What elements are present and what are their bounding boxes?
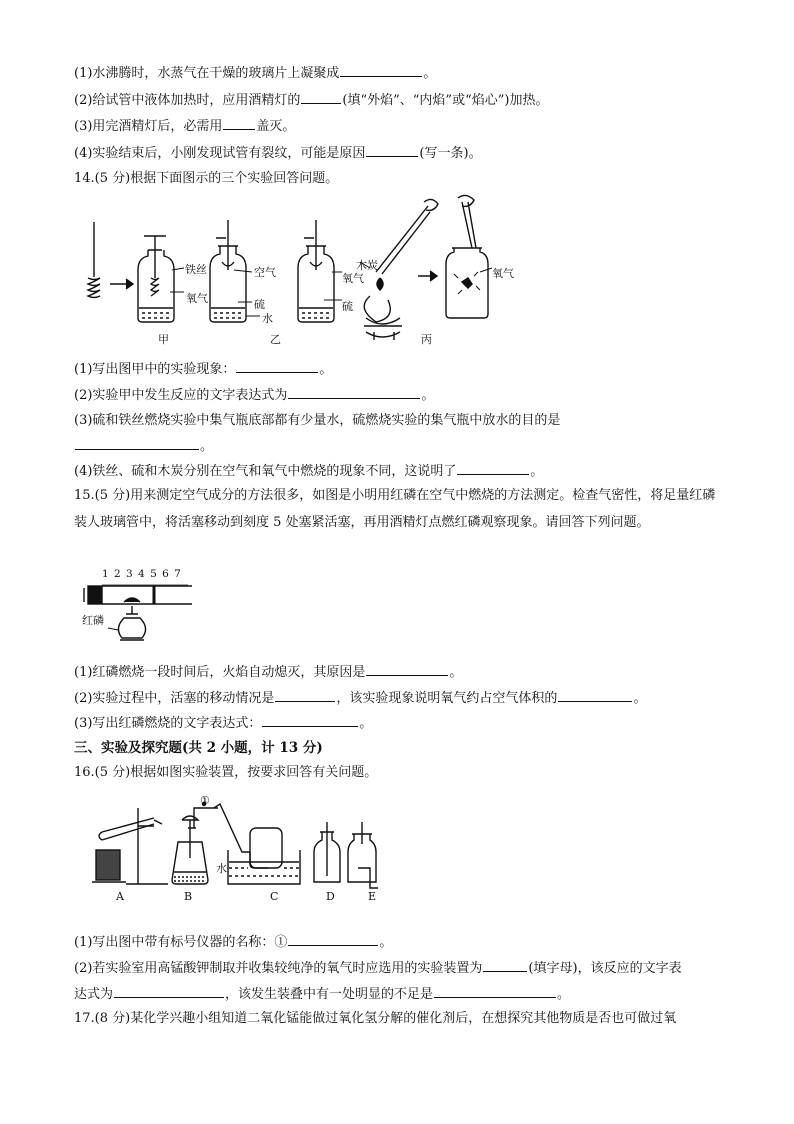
- answer-blank[interactable]: [236, 360, 318, 373]
- label-water: 水: [262, 312, 273, 325]
- q13-part2: (2)给试管中液体加热时，应用酒精灯的 (填“外焰”、“内焰”或“焰心”)加热。: [74, 93, 549, 108]
- q14-part4: (4)铁丝、硫和木炭分别在空气和氧气中燃烧的现象不同，这说明了 。: [74, 464, 544, 479]
- label-charcoal: 木炭: [356, 259, 378, 272]
- answer-blank[interactable]: [75, 437, 199, 450]
- q16-stem: 16.(5 分)根据如图实验装置，按要求回答有关问题。: [74, 765, 378, 780]
- answer-blank[interactable]: [114, 985, 224, 998]
- q16-part1: (1)写出图中带有标号仪器的名称：① 。: [74, 935, 393, 950]
- answer-blank[interactable]: [301, 91, 341, 104]
- q15-stem: 15.(5 分)用来测定空气成分的方法很多，如图是小明用红磷在空气中燃烧的方法测定。检查气密性，将足量红磷装人玻璃管中，将活塞移动到刻度 5 处塞紧活塞，再用酒精灯点燃红磷观察现象。请回答下列问题。: [74, 488, 716, 530]
- label-yi: 乙: [270, 333, 281, 346]
- q15-part1: (1)红磷燃烧一段时间后，火焰自动熄灭，其原因是 。: [74, 665, 463, 680]
- scale-labels: 1 2 3 4 5 6 7: [102, 568, 182, 580]
- answer-blank[interactable]: [288, 933, 378, 946]
- label-e: E: [368, 890, 377, 903]
- q13-part4: (4)实验结束后，小刚发现试管有裂纹，可能是原因 (写一条)。: [74, 146, 482, 161]
- label-bing: 丙: [421, 333, 432, 346]
- q15-part2: (2)实验过程中，活塞的移动情况是 ，该实验现象说明氧气约占空气体积的 。: [74, 691, 647, 706]
- answer-blank[interactable]: [483, 959, 527, 972]
- q13-part1: (1)水沸腾时，水蒸气在干燥的玻璃片上凝聚成 。: [74, 66, 437, 81]
- q14-part1: (1)写出图甲中的实验现象： 。: [74, 362, 333, 377]
- label-water: 水: [216, 862, 227, 875]
- section-3-heading: 三、实验及探究题(共 2 小题，计 13 分): [74, 740, 323, 756]
- answer-blank[interactable]: [434, 985, 556, 998]
- answer-blank[interactable]: [262, 714, 358, 727]
- answer-blank[interactable]: [288, 386, 420, 399]
- label-jia: 甲: [158, 333, 169, 346]
- q13-part3: (3)用完酒精灯后，必需用 盖灭。: [74, 119, 296, 134]
- answer-blank[interactable]: [340, 64, 422, 77]
- q16-part2: (2)若实验室用高锰酸钾制取并收集较纯净的氧气时应选用的实验装置为 (填字母)，该反应的文字表: [74, 961, 682, 976]
- q14-part3: (3)硫和铁丝燃烧实验中集气瓶底部都有少量水，硫燃烧实验的集气瓶中放水的目的是: [74, 413, 561, 428]
- label-c: C: [270, 890, 279, 903]
- answer-blank[interactable]: [223, 117, 255, 130]
- q14-part2: (2)实验甲中发生反应的文字表达式为 。: [74, 388, 435, 403]
- label-d: D: [326, 890, 335, 903]
- label-oxygen: 氧气: [342, 272, 364, 285]
- q14-part3-answer: 。: [74, 437, 213, 456]
- label-air: 空气: [254, 266, 276, 279]
- q17-stem: 17.(8 分)某化学兴趣小组知道二氧化锰能做过氧化氢分解的催化剂后，在想探究其他物质是否也可做过氧: [74, 1011, 677, 1026]
- answer-blank[interactable]: [366, 663, 448, 676]
- label-iron-wire: 铁丝: [185, 263, 207, 276]
- label-oxygen: 氧气: [492, 267, 514, 280]
- label-b: B: [184, 890, 193, 903]
- answer-blank[interactable]: [275, 689, 335, 702]
- label-a: A: [116, 890, 124, 903]
- q15-part3: (3)写出红磷燃烧的文字表达式： 。: [74, 716, 373, 731]
- label-oxygen: 氧气: [186, 292, 208, 305]
- label-marker-1: ①: [200, 794, 210, 807]
- answer-blank[interactable]: [457, 462, 529, 475]
- label-sulfur: 硫: [342, 300, 353, 313]
- label-red-phosphorus: 红磷: [82, 614, 104, 627]
- answer-blank[interactable]: [366, 144, 418, 157]
- label-sulfur: 硫: [254, 298, 265, 311]
- figure-14-charcoal-in-oxygen: [418, 192, 528, 332]
- q16-part2-cont: 达式为 ，该发生装叠中有一处明显的不足是 。: [74, 987, 571, 1002]
- figure-16-apparatus: [82, 792, 392, 904]
- answer-blank[interactable]: [558, 689, 632, 702]
- q14-stem: 14.(5 分)根据下面图示的三个实验回答问题。: [74, 171, 339, 186]
